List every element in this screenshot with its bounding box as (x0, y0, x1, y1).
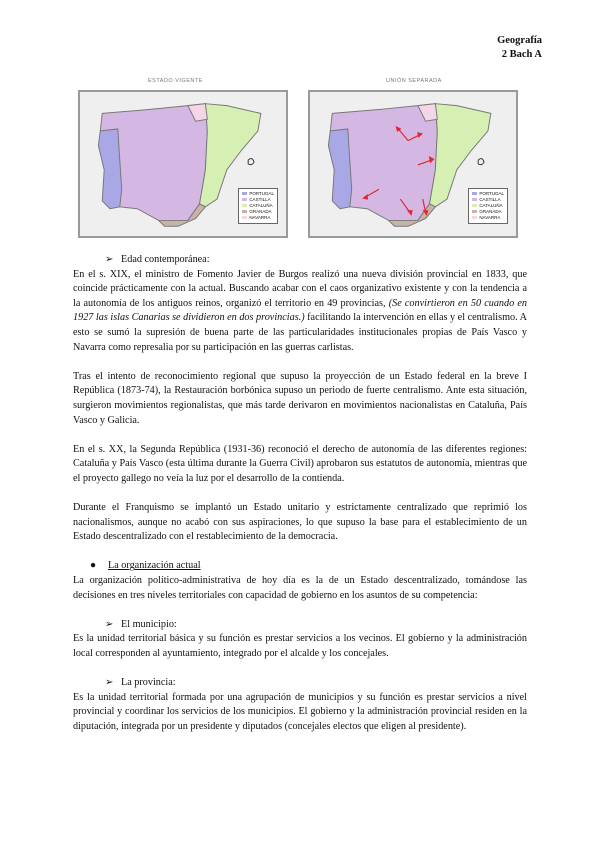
heading-provincia: ➢ La provincia: (73, 676, 527, 691)
arrow-bullet-icon: ➢ (105, 618, 114, 630)
heading-organizacion-actual: ● La organización actual (73, 559, 527, 574)
document-header (497, 34, 542, 62)
paragraph-segunda-republica: En el s. XX, la Segunda República (1931-36) reconoció el derecho de autonomía de las diferentes regiones: Cataluña y País Vasco (esta última durante la Guerra Civil) aprobaron sus estatutos de autonomía, mientras que el proyecto gallego no veía la luz por el desarrollo de la contienda. (73, 443, 527, 484)
arrow-bullet-icon: ➢ (105, 677, 114, 689)
document-body (73, 253, 527, 735)
heading-municipio: ➢ El municipio: (73, 618, 527, 633)
paragraph-municipio: Es la unidad territorial básica y su función es prestar servicios a los vecinos. El gobierno y la administración local corresponden al ayuntamiento, integrado por el alcalde y los concejales. (73, 633, 527, 660)
left-map-title: ESTADO VIGENTE (148, 78, 203, 84)
map-legend-left: PORTUGAL CASTILLA CATALUÑA GRANADA NAVARRA (238, 188, 278, 224)
paragraph-restauracion: Tras el intento de reconocimiento regional que supuso la proyección de un Estado federal en la breve I República (1873-74), la Restauración borbónica supuso un periodo de fuerte centralismo. Ante esta situación, surgieron movimientos regionalistas, que más tarde derivaron en movimientos nacionalistas en Cataluña, País Vasco y Galicia. (73, 370, 527, 426)
arrow-bullet-icon: ➢ (105, 254, 114, 265)
map-kingdoms-right (308, 90, 518, 238)
paragraph-provincia: Es la unidad territorial formada por una agrupación de municipios y su función es prestar servicios a nivel provincial y coordinar los servicios de los municipios. El gobierno y la administración provincial residen en la diputación, integrada por un presidente y diputados (concejales electos que eligen al presidente). (73, 691, 527, 732)
paragraph-organizacion: La organización político-administrativa de hoy día es la de un Estado descentralizado, tomándose las decisiones en tres niveles territoriales con capacidad de gobierno en los asuntos de su competencia: (73, 575, 527, 601)
heading-contemporanea: ➢ Edad contemporánea: (73, 253, 527, 268)
paragraph-burgos: En el s. XIX, el ministro de Fomento Javier de Burgos realizó una nueva división provincial en 1833, que coincide prácticamente con la actual. Buscando acabar con el caos organizativo existente y con la tendencia a la autonomía de los antiguos reinos, organizó el territorio en 49 provincias, (Se convirtieron en 50 cuando en 1927 las islas Canarias se dividieron en dos provincias.) facilitando la intervención en ellas y el centralismo. A esto se sumó la supresión de buena parte de las particularidades institucionales propias de País Vasco y Navarra como represalia por su participación en las guerras carlistas. (73, 268, 527, 353)
dot-bullet-icon: ● (90, 560, 97, 572)
right-map-title: UNIÓN SEPARADA (386, 78, 442, 84)
map-legend-right: PORTUGAL CASTILLA CATALUÑA GRANADA NAVARRA (468, 188, 508, 224)
subject-label: Geografía (497, 35, 542, 46)
course-label: 2 Bach A (501, 49, 542, 60)
paragraph-franquismo: Durante el Franquismo se implantó un Estado unitario y estrictamente centralizado que reprimió los nacionalismos, aunque no acabó con sus aspiraciones, lo que supuso la base para el establecimiento de un Estado descentralizado con el restablecimiento de la democracia. (73, 502, 527, 543)
map-kingdoms-left (78, 90, 288, 238)
historical-maps (78, 80, 522, 240)
